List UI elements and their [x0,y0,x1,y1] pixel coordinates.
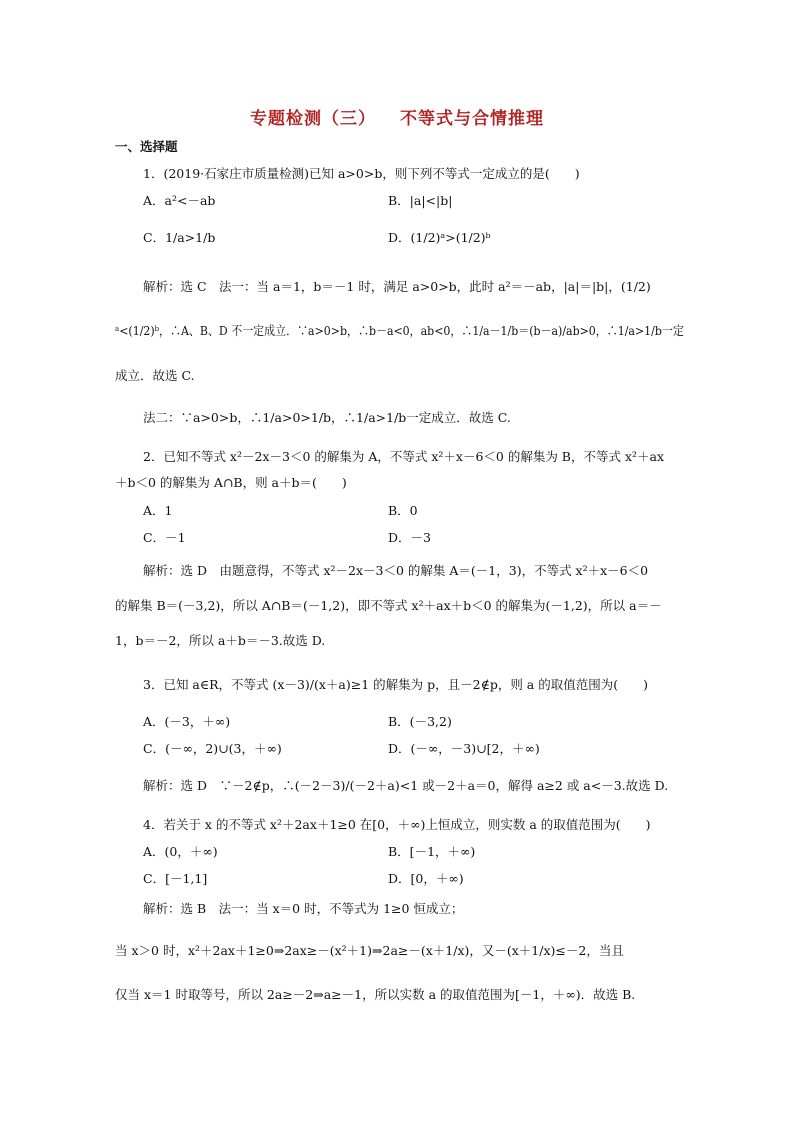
q3-option-b: B．(－3,2) [388,714,452,729]
q4-option-b: B．[－1，＋∞) [388,844,476,859]
q2-stem-line1: 2．已知不等式 x²－2x－3＜0 的解集为 A，不等式 x²＋x－6＜0 的解集为 B，不等式 x²＋ax [143,449,665,464]
q1-answer-line4: 法二：∵a>0>b，∴1/a>0>1/b，∴1/a>1/b一定成立．故选 C. [143,410,511,425]
q4-option-d: D．[0，＋∞) [388,871,464,886]
q2-stem-line2: ＋b＜0 的解集为 A∩B，则 a＋b＝( ) [115,475,347,490]
q3-stem: 3．已知 a∈R，不等式 (x－3)/(x＋a)≥1 的解集为 p，且－2∉p，则 a 的取值范围为( ) [143,677,648,692]
q2-option-d: D．－3 [388,530,431,545]
page-title [0,104,794,129]
q2-option-a: A．1 [143,503,173,518]
q2-answer-line1: 解析：选 D 由题意得，不等式 x²－2x－3＜0 的解集 A＝(－1，3)，不等式 x²＋x－6＜0 [143,563,649,578]
q2-answer-line2: 的解集 B＝(－3,2)，所以 A∩B＝(－1,2)，即不等式 x²＋ax＋b＜0 的解集为(－1,2)，所以 a＝－ [115,598,662,613]
q4-answer-line2: 当 x＞0 时，x²＋2ax＋1≥0⇒2ax≥－(x²＋1)⇒2a≥－(x＋1/x)，又－(x＋1/x)≤－2，当且 [115,943,624,958]
q1-option-a: A．a²<－ab [143,193,216,208]
q4-option-c: C．[－1,1] [143,871,208,886]
title-part2: 不等式与合情推理 [400,109,544,129]
q1-option-c: C．1/a>1/b [143,230,216,245]
q1-stem: 1．(2019·石家庄市质量检测)已知 a>0>b，则下列不等式一定成立的是( ) [143,166,580,181]
q3-option-c: C．(－∞，2)∪(3，＋∞) [143,741,282,756]
q4-answer-line3: 仅当 x＝1 时取等号，所以 2a≥－2⇒a≥－1，所以实数 a 的取值范围为[－1，＋∞)．故选 B. [115,987,636,1002]
q1-answer-line2: ᵃ<(1/2)ᵇ，∴A、B、D 不一定成立．∵a>0>b，∴b－a<0，ab<0，∴1/a－1/b＝(b－a)/ab>0，∴1/a>1/b一定 [115,323,684,338]
q1-answer-line1: 解析：选 C 法一：当 a＝1，b＝－1 时，满足 a>0>b，此时 a²＝－ab，|a|＝|b|，(1/2) [143,279,651,294]
q1-option-d: D．(1/2)ᵃ>(1/2)ᵇ [388,230,491,245]
q4-stem: 4．若关于 x 的不等式 x²＋2ax＋1≥0 在[0，＋∞)上恒成立，则实数 a 的取值范围为( ) [143,817,651,832]
q3-answer-line1: 解析：选 D ∵－2∉p，∴(－2－3)/(－2＋a)<1 或－2＋a＝0，解得 a≥2 或 a<－3.故选 D. [143,778,669,793]
q2-option-c: C．－1 [143,530,186,545]
section-heading: 一、选择题 [115,139,178,154]
q4-option-a: A．(0，＋∞) [143,844,218,859]
q2-answer-line3: 1，b＝－2，所以 a＋b＝－3.故选 D. [115,633,326,648]
q1-answer-line3: 成立．故选 C. [115,368,195,383]
q2-option-b: B．0 [388,503,418,518]
q4-answer-line1: 解析：选 B 法一：当 x＝0 时，不等式为 1≥0 恒成立； [143,901,464,916]
q1-option-b: B．|a|<|b| [388,193,453,208]
q3-option-a: A．(－3，＋∞) [143,714,231,729]
title-part1: 专题检测（三） [250,109,376,129]
q3-option-d: D．(－∞，－3)∪[2，＋∞) [388,741,540,756]
